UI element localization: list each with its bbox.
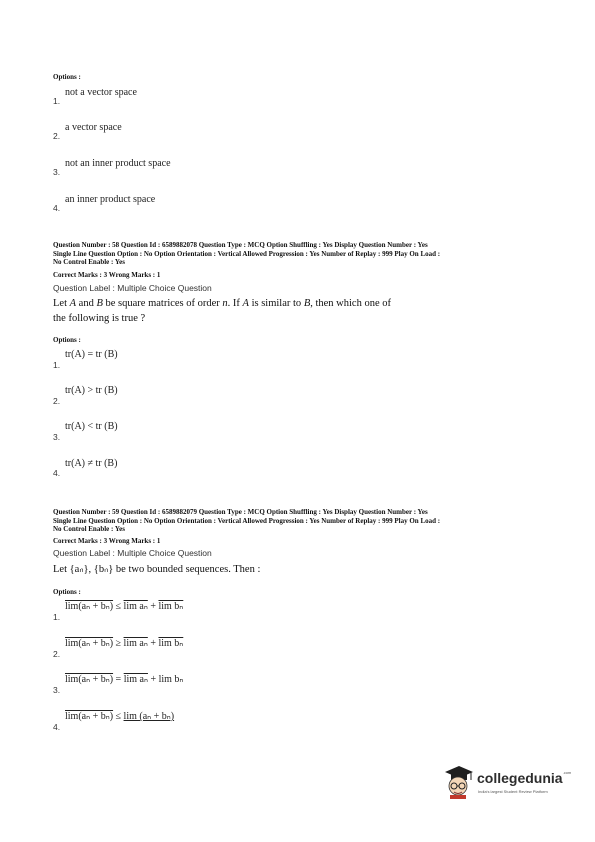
option-number: 3.: [53, 432, 61, 442]
header-line: No Control Enable : Yes: [53, 258, 125, 266]
brand-logo: [477, 770, 571, 788]
option-number: 1.: [53, 360, 61, 370]
option-text: tr(A) < tr (B): [65, 421, 118, 432]
option-number: 1.: [53, 96, 61, 106]
question-header: [53, 241, 440, 267]
option-text: tr(A) > tr (B): [65, 385, 118, 396]
question-text: Let {aₙ}, {bₙ} be two bounded sequences. Then :: [53, 564, 261, 575]
brand-name: collegedunia: [477, 770, 563, 786]
option-number: 2.: [53, 396, 61, 406]
option-text: lim(aₙ + bₙ) ≥ lim aₙ + lim bₙ: [65, 638, 184, 649]
option-text: lim(aₙ + bₙ) = lim aₙ + lim bₙ: [65, 674, 184, 685]
option-number: 2.: [53, 649, 61, 659]
header-line: Question Number : 59 Question Id : 6589882079 Question Type : MCQ Option Shuffling : Yes Display Question Number : Yes: [53, 508, 428, 516]
option-text: an inner product space: [65, 194, 156, 205]
header-line: Question Number : 58 Question Id : 6589882078 Question Type : MCQ Option Shuffling : Yes Display Question Number : Yes: [53, 241, 428, 249]
option-number: 4.: [53, 468, 61, 478]
question-text: [53, 296, 523, 326]
marks-line: Correct Marks : 3 Wrong Marks : 1: [53, 537, 161, 545]
question-label: Question Label : Multiple Choice Question: [53, 548, 212, 558]
option-number: 2.: [53, 131, 61, 141]
option-number: 1.: [53, 612, 61, 622]
option-number: 3.: [53, 685, 61, 695]
option-number: 4.: [53, 722, 61, 732]
marks-line: Correct Marks : 3 Wrong Marks : 1: [53, 271, 161, 279]
option-number: 4.: [53, 203, 61, 213]
question-line-1: Let A and B be square matrices of order n. If A is similar to B, then which one of: [53, 298, 392, 309]
option-number: 3.: [53, 167, 61, 177]
question-header: [53, 508, 440, 534]
option-text: tr(A) ≠ tr (B): [65, 458, 118, 469]
brand-tagline: India's largest Student Review Platform: [478, 789, 548, 794]
graduation-cap-mascot-icon: [441, 764, 475, 800]
option-text: not an inner product space: [65, 158, 171, 169]
options-label: Options :: [53, 588, 81, 596]
brand-domain: .com: [562, 770, 572, 775]
options-label: Options :: [53, 336, 81, 344]
question-line-2: the following is true ?: [53, 313, 146, 324]
option-text: tr(A) = tr (B): [65, 349, 118, 360]
header-line: Single Line Question Option : No Option Orientation : Vertical Allowed Progression : Yes Number of Replay : 999 Play On Load :: [53, 249, 441, 258]
option-text: not a vector space: [65, 87, 137, 98]
option-text: lim(aₙ + bₙ) ≤ lim (aₙ + bₙ): [65, 711, 175, 722]
header-line: No Control Enable : Yes: [53, 525, 125, 533]
question-label: Question Label : Multiple Choice Question: [53, 283, 212, 293]
option-text: lim(aₙ + bₙ) ≤ lim aₙ + lim bₙ: [65, 601, 184, 612]
option-text: a vector space: [65, 122, 122, 133]
header-line: Single Line Question Option : No Option Orientation : Vertical Allowed Progression : Yes Number of Replay : 999 Play On Load :: [53, 516, 441, 525]
options-label: Options :: [53, 73, 81, 81]
